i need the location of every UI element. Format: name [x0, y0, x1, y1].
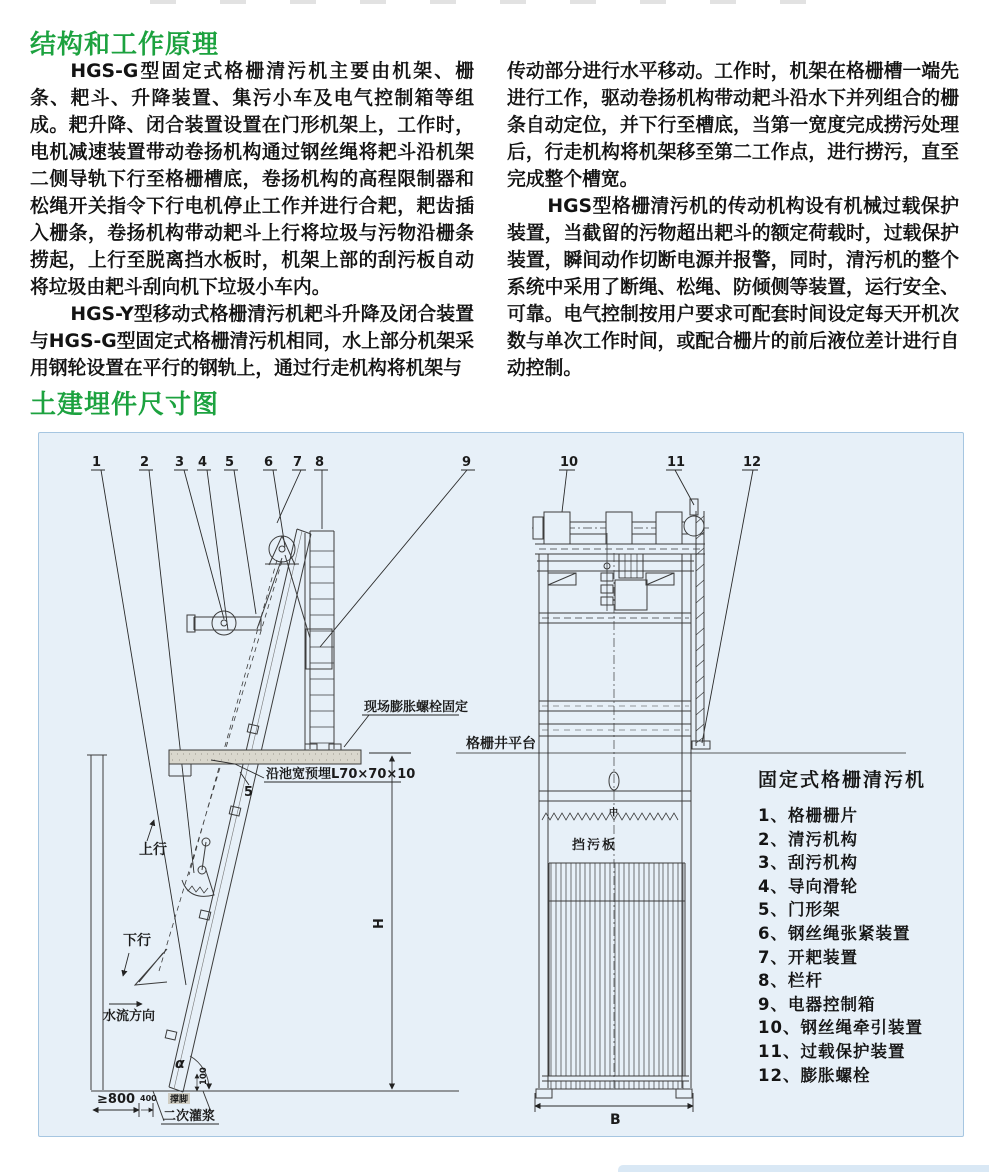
left-column [30, 58, 474, 382]
callout-2: 2 [140, 455, 150, 470]
legend-title: 固定式格栅清污机 [758, 769, 927, 791]
label-baffle-plate: 挡污板 [572, 838, 618, 853]
callout-10: 10 [560, 455, 579, 470]
callout-3: 3 [175, 455, 185, 470]
callout-11: 11 [667, 455, 686, 470]
legend-item: 3、刮污机构 [758, 853, 858, 873]
legend-item: 9、电器控制箱 [758, 994, 876, 1014]
legend-item: 2、清污机构 [758, 829, 858, 849]
parts-legend [758, 765, 958, 1087]
label-secondary-grout: 二次灌浆 [163, 1109, 216, 1124]
right-column [507, 58, 959, 382]
label-screen-well-platform: 格栅井平台 [466, 736, 536, 752]
paragraph: HGS-Y型移动式格栅清污机耙斗升降及闭合装置与HGS-G型固定式格栅清污机相同，水上部分机架采用钢轮设置在平行的钢轨上，通过行走机构将机架与 [30, 304, 474, 379]
cropped-row-remnant [150, 0, 850, 4]
label-center-mark: 中 [609, 808, 619, 818]
dimension-diagram-panel [38, 432, 964, 1137]
legend-item: 8、栏杆 [758, 971, 823, 991]
legend-list [758, 804, 958, 1087]
section-title-embed-dimensions: 土建埋件尺寸图 [30, 390, 220, 420]
label-100: 100 [199, 1067, 209, 1085]
legend-item: 1、格栅栅片 [758, 806, 858, 825]
next-section-strip [618, 1165, 989, 1172]
callout-12: 12 [743, 455, 762, 470]
paragraph: HGS型格栅清污机的传动机构设有机械过载保护装置，当截留的污物超出耙斗的额定荷载时，过载保护装置，瞬间动作切断电源并报警，同时，清污机的整个系统中采用了断绳、松绳、防倾侧等装置，运行安全、可靠。电气控制按用户要求可配套时间设定每天开机次数与单次工作时间，或配合栅片的前后液位差计进行自动控制。 [507, 196, 959, 379]
label-embedded-angle: 沿池宽预埋L70×70×10 [266, 767, 416, 782]
label-flow-direction: 水流方向 [103, 1009, 156, 1024]
side-view-drawing [87, 529, 459, 1121]
label-dim-H: H [372, 918, 387, 929]
two-column-text [30, 58, 959, 382]
callout-5: 5 [225, 455, 235, 470]
legend-item: 12、膨胀螺栓 [758, 1065, 871, 1085]
legend-item: 6、钢丝绳张紧装置 [758, 923, 911, 943]
label-support-foot: 撑脚 [170, 1095, 189, 1105]
paragraph: 传动部分进行水平移动。工作时，机架在格栅槽一端先进行工作，驱动卷扬机构带动耙斗沿水下并列组合的栅条自动定位，并下行至槽底，当第一宽度完成捞污处理后，行走机构将机架移至第二工作点，进行捞污，直至完成整个槽宽。 [507, 61, 959, 190]
label-embed-number: 5 [244, 785, 254, 800]
label-downward: 下行 [123, 933, 151, 949]
callout-7: 7 [293, 455, 303, 470]
label-angle-alpha: α [175, 1056, 185, 1072]
legend-item: 5、门形架 [758, 900, 841, 920]
legend-item: 4、导向滑轮 [758, 876, 858, 896]
section-title-structure-principle: 结构和工作原理 [30, 30, 220, 60]
legend-item: 11、过载保护装置 [758, 1041, 906, 1061]
label-upward: 上行 [139, 842, 167, 858]
legend-item: 10、钢丝绳牵引装置 [758, 1018, 923, 1038]
callout-8: 8 [315, 455, 325, 470]
label-site-anchor-bolt: 现场膨胀螺栓固定 [364, 700, 469, 715]
legend-item: 7、开耙装置 [758, 947, 858, 967]
front-view-drawing [532, 499, 710, 1098]
paragraph: HGS-G型固定式格栅清污机主要由机架、栅条、耙斗、升降装置、集污小车及电气控制箱等组成。耙升降、闭合装置设置在门形机架上，工作时，电机减速装置带动卷扬机构通过钢丝绳将耙斗沿机架二侧导轨下行至格栅槽底，卷扬机构的高程限制器和松绳开关指令下行电机停止工作并进行合耙，耙齿插入栅条，卷扬机构带动耙斗上行将垃圾与污物沿栅条捞起，上行至脱离挡水板时，机架上部的刮污板自动将垃圾由耙斗刮向机下垃圾小车内。 [30, 61, 474, 298]
label-min-800: ≥800 [97, 1092, 136, 1107]
label-dim-B: B [610, 1112, 621, 1128]
callout-1: 1 [92, 455, 102, 470]
label-400: 400 [140, 1094, 157, 1103]
callout-4: 4 [198, 455, 208, 470]
callout-9: 9 [462, 455, 472, 470]
callout-6: 6 [264, 455, 274, 470]
